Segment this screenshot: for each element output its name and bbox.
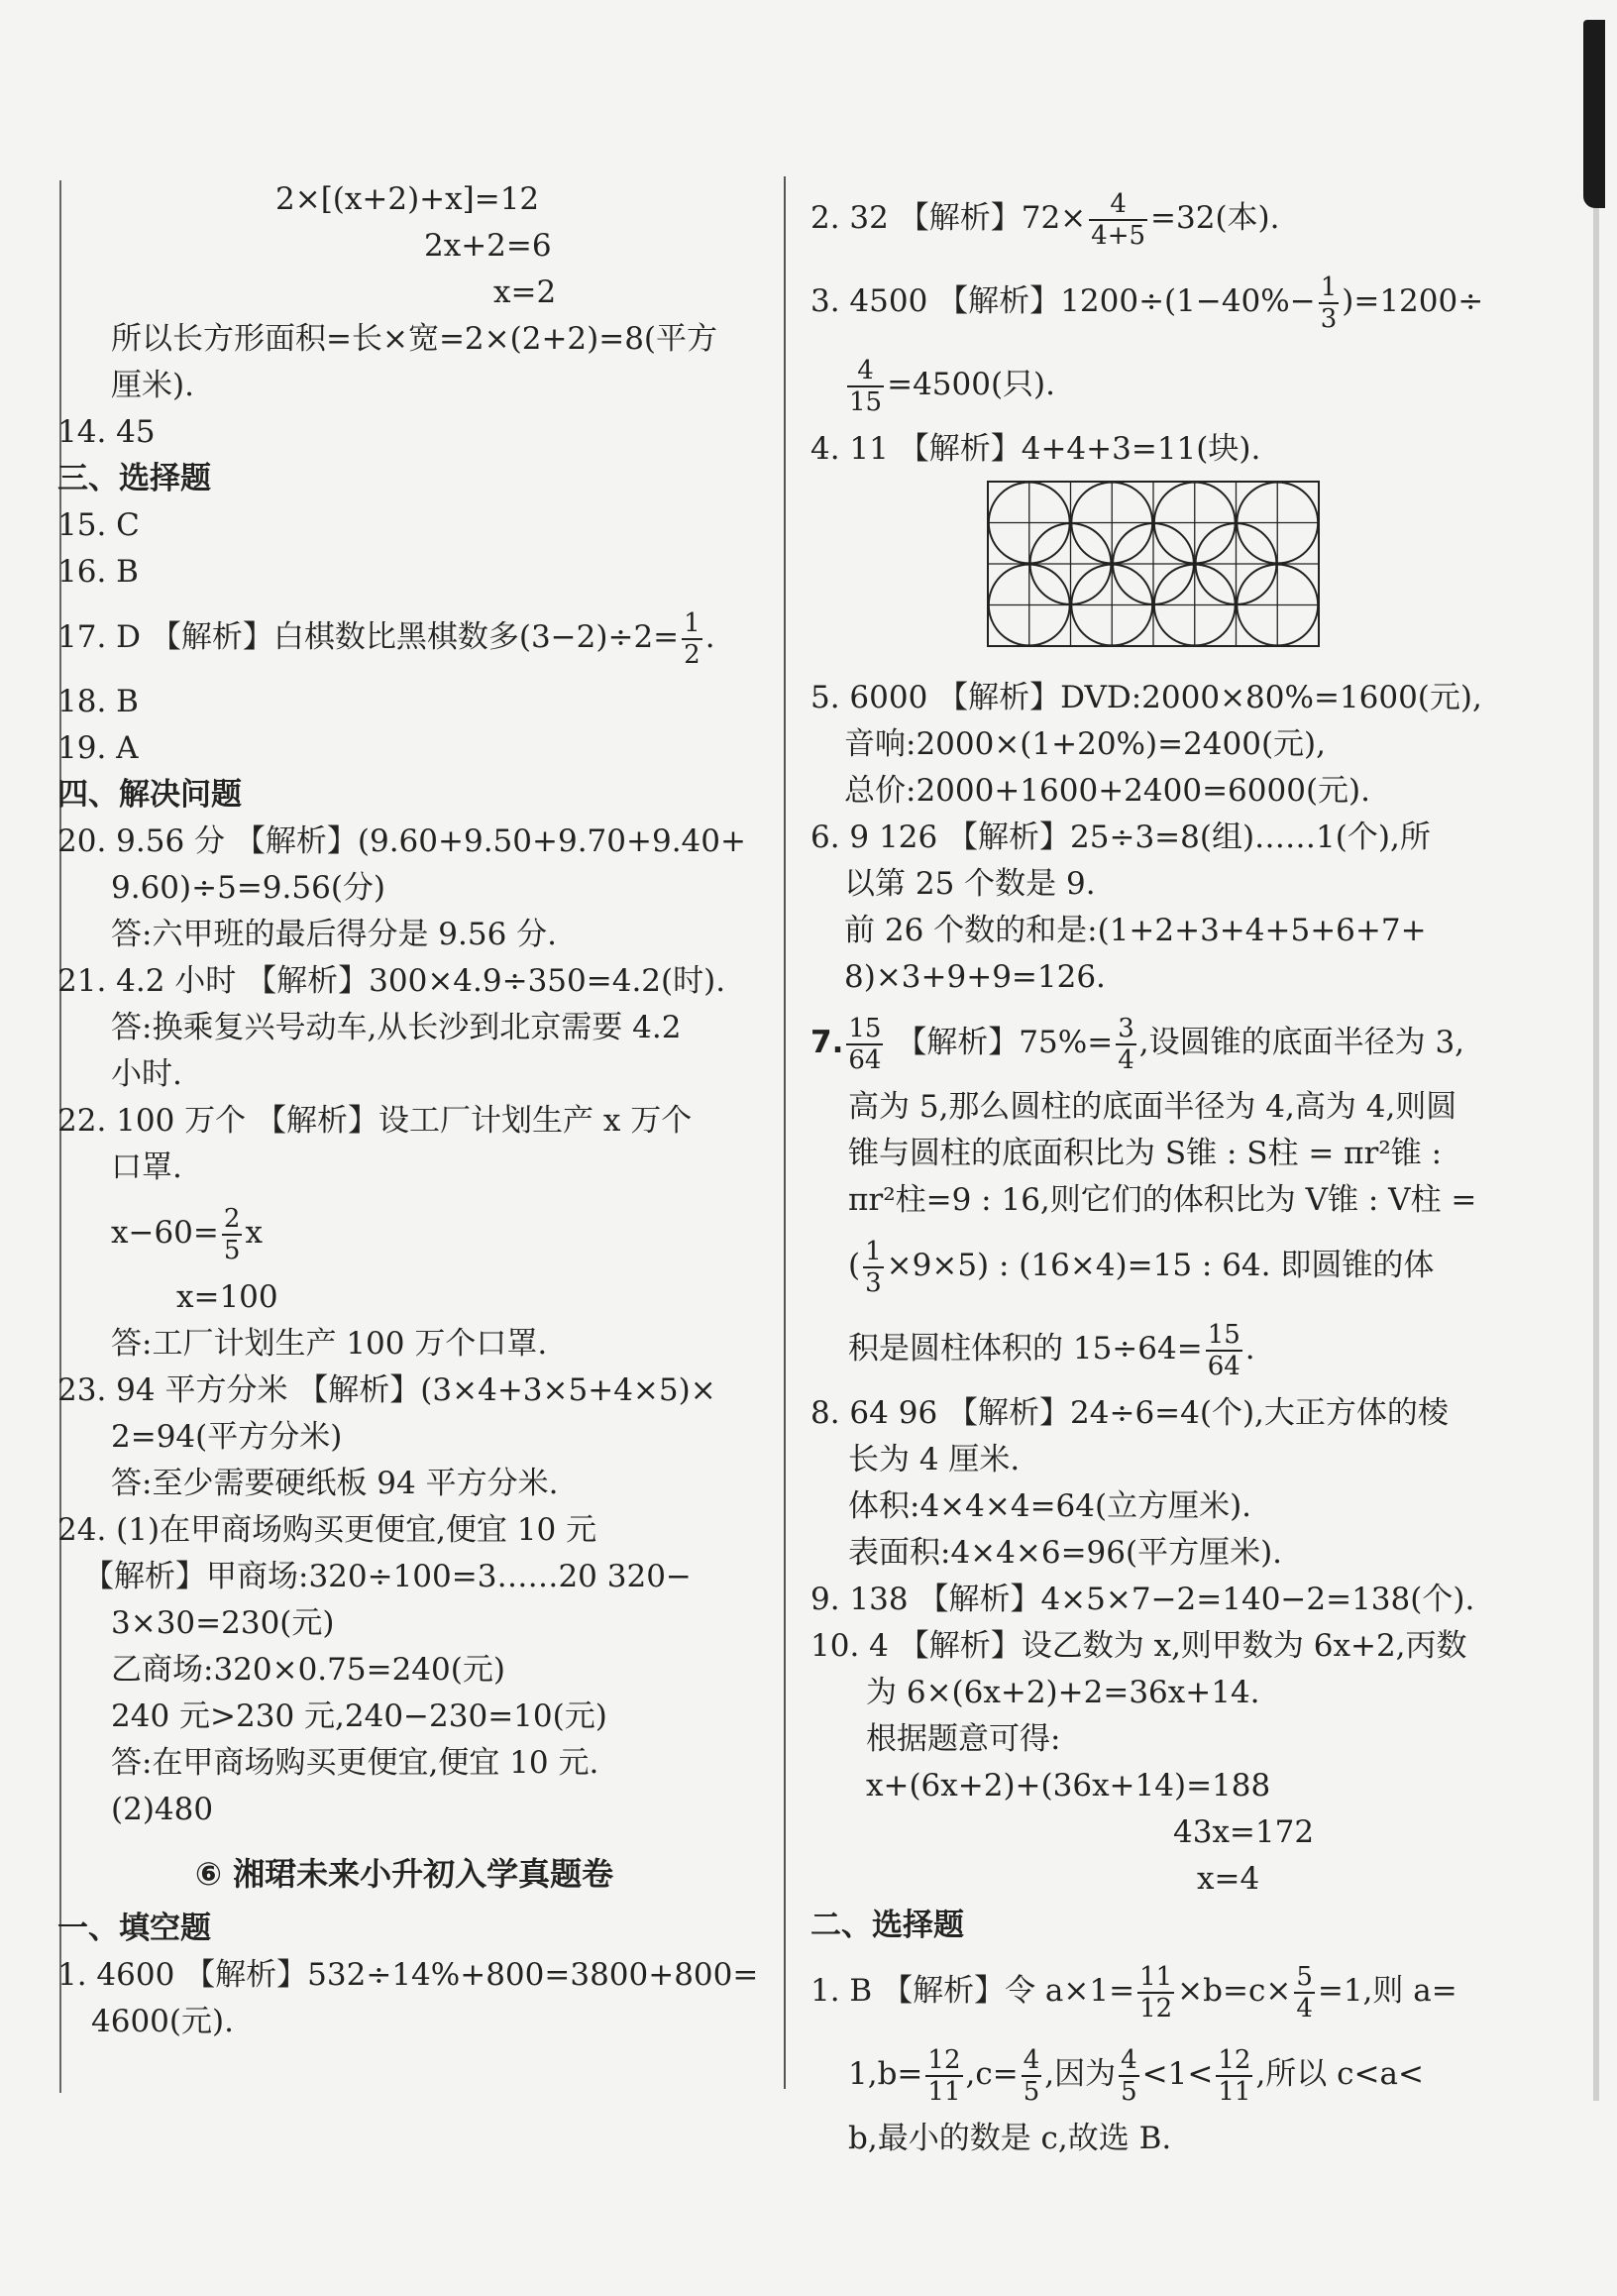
- denominator: 11: [927, 2076, 961, 2107]
- section-heading-fill: 一、填空题: [57, 1911, 211, 1946]
- equation-line: x+(6x+2)+(36x+14)=188: [866, 1768, 1271, 1804]
- question-number: 7.: [810, 1025, 844, 1060]
- text-part: 1,b=: [848, 2056, 923, 2092]
- numerator: 5: [1296, 1961, 1313, 1992]
- numerator: 3: [1118, 1013, 1134, 1043]
- numerator: 1: [684, 607, 701, 638]
- text-line: πr²柱=9 : 16,则它们的体积比为 V锥 : V柱 =: [848, 1182, 1477, 1218]
- equation-line: 2x+2=6: [424, 228, 552, 264]
- text-line: [810, 343, 1524, 426]
- text-line: 表面积:4×4×6=96(平方厘米).: [848, 1535, 1283, 1571]
- section-heading-choice-2: 二、选择题: [810, 1908, 964, 1943]
- fraction: [1294, 1962, 1315, 2023]
- text-line: 所以长方形面积=长×宽=2×(2+2)=8(平方: [111, 321, 718, 357]
- denominator: 4+5: [1091, 220, 1146, 251]
- paren: (: [848, 1248, 861, 1283]
- equation-line: [57, 1191, 751, 1274]
- text-part: 1. B 【解析】令 a×1=: [810, 1973, 1135, 2009]
- text-part: <1<: [1141, 2056, 1214, 2092]
- equation-line: x=4: [1197, 1861, 1260, 1897]
- text-line: 厘米).: [111, 368, 194, 403]
- text-line: 根据题意可得:: [866, 1721, 1061, 1757]
- text-part: =32(本).: [1150, 200, 1280, 236]
- text-part: ,c=: [965, 2056, 1019, 2092]
- answer-22: 22. 100 万个 【解析】设工厂计划生产 x 万个: [57, 1103, 693, 1139]
- numerator: 4: [1089, 189, 1147, 221]
- fraction: [925, 2045, 962, 2107]
- text-part: )=1200÷: [1342, 283, 1484, 319]
- text-line: 以第 25 个数是 9.: [844, 866, 1096, 902]
- numerator: 15: [848, 1013, 882, 1043]
- text-part: ×9×5) : (16×4)=15 : 64. 即圆锥的体: [886, 1248, 1435, 1283]
- text-line: 前 26 个数的和是:(1+2+3+4+5+6+7+: [844, 913, 1427, 948]
- fraction: [682, 608, 702, 670]
- numerator: 4: [1023, 2044, 1040, 2075]
- text-line: 答:在甲商场购买更便宜,便宜 10 元.: [111, 1745, 599, 1781]
- equation-part: x−60=: [111, 1215, 219, 1251]
- denominator: 2: [684, 639, 701, 670]
- text-part: 2. 32 【解析】72×: [810, 200, 1087, 236]
- answer-21: 21. 4.2 小时 【解析】300×4.9÷350=4.2(时).: [57, 963, 726, 999]
- text-line: 8)×3+9+9=126.: [844, 959, 1106, 995]
- text-line: 音响:2000×(1+20%)=2400(元),: [844, 726, 1327, 762]
- answer-r10: 10. 4 【解析】设乙数为 x,则甲数为 6x+2,丙数: [810, 1628, 1467, 1664]
- fraction: [1119, 2045, 1139, 2107]
- denominator: 12: [1139, 1993, 1173, 2023]
- period: .: [1244, 1331, 1255, 1367]
- section-heading-choice: 三、选择题: [57, 461, 211, 496]
- numerator: 4: [1121, 2044, 1137, 2075]
- answer-r6: 6. 9 126 【解析】25÷3=8(组)……1(个),所: [810, 820, 1431, 855]
- numerator: 15: [1207, 1319, 1240, 1350]
- text-line: 【解析】甲商场:320÷100=3……20 320−: [83, 1559, 692, 1594]
- fraction: [1089, 189, 1147, 251]
- answer-14: 14. 45: [57, 414, 156, 450]
- answer-17-text: 17. D 【解析】白棋数比黑棋数多(3−2)÷2=: [57, 619, 680, 655]
- variable: x: [245, 1215, 263, 1251]
- text-line: 9.60)÷5=9.56(分): [111, 870, 386, 906]
- text-part: ,所以 c<a<: [1255, 2056, 1424, 2092]
- text-part: 3. 4500 【解析】1200÷(1−40%−: [810, 283, 1316, 319]
- text-line: 高为 5,那么圆柱的底面半径为 4,高为 4,则圆: [848, 1089, 1457, 1125]
- numerator: 2: [223, 1203, 241, 1234]
- fraction: [847, 356, 884, 417]
- answer-24: 24. (1)在甲商场购买更便宜,便宜 10 元: [57, 1512, 597, 1548]
- numerator: 1: [1320, 272, 1338, 302]
- text-part: ,设圆锥的底面半径为 3,: [1138, 1025, 1465, 1060]
- text-line: [810, 1224, 1524, 1307]
- text-line: 体积:4×4×4=64(立方厘米).: [848, 1488, 1252, 1524]
- answer-15: 15. C: [57, 507, 140, 543]
- text-line: 锥与圆柱的底面积比为 S锥 : S柱 = πr²锥 :: [848, 1136, 1443, 1171]
- text-part: =4500(只).: [887, 367, 1056, 402]
- fraction: [846, 1014, 883, 1075]
- answer-r4: 4. 11 【解析】4+4+3=11(块).: [810, 431, 1261, 467]
- circle-grid-svg: [987, 481, 1320, 647]
- answer-18: 18. B: [57, 684, 139, 719]
- answer-17: [57, 596, 751, 679]
- exam-title: ⑥ 湘珺未来小升初入学真题卷: [194, 1855, 614, 1893]
- page-edge-line: [1593, 208, 1599, 2101]
- answer-p1: 1. 4600 【解析】532÷14%+800=3800+800=: [57, 1957, 759, 1993]
- numerator: 1: [865, 1236, 882, 1266]
- denominator: 64: [1207, 1351, 1240, 1381]
- equation-line: x=2: [493, 274, 557, 310]
- text-line: 答:换乘复兴号动车,从长沙到北京需要 4.2: [111, 1010, 682, 1045]
- right-column: [810, 176, 1524, 2162]
- text-line: 小时.: [111, 1056, 182, 1092]
- fraction: [1116, 1014, 1136, 1075]
- denominator: 3: [865, 1267, 882, 1298]
- answer-s1: [810, 1949, 1524, 2032]
- text-line: 240 元>230 元,240−230=10(元): [111, 1698, 607, 1734]
- period: .: [704, 619, 715, 655]
- text-line: 长为 4 厘米.: [848, 1442, 1021, 1477]
- text-line: 答:至少需要硬纸板 94 平方分米.: [111, 1466, 559, 1501]
- text-line: 3×30=230(元): [111, 1605, 335, 1641]
- text-line: b,最小的数是 c,故选 B.: [848, 2121, 1172, 2156]
- text-line: 乙商场:320×0.75=240(元): [111, 1652, 505, 1688]
- answer-20: 20. 9.56 分 【解析】(9.60+9.50+9.70+9.40+: [57, 823, 746, 859]
- text-line: [810, 1307, 1524, 1390]
- equation-line: 43x=172: [1173, 1814, 1315, 1850]
- equation-line: 2×[(x+2)+x]=12: [275, 181, 540, 217]
- fraction: [1022, 2045, 1042, 2107]
- text-part: 积是圆柱体积的 15÷64=: [848, 1331, 1203, 1367]
- text-line: 答:工厂计划生产 100 万个口罩.: [111, 1326, 548, 1362]
- equation-line: x=100: [176, 1279, 278, 1315]
- answer-16: 16. B: [57, 554, 139, 590]
- text-part: =1,则 a=: [1317, 1973, 1457, 2009]
- column-divider: [784, 176, 786, 2089]
- denominator: 3: [1320, 303, 1338, 334]
- denominator: 5: [1023, 2076, 1040, 2107]
- text-part: 【解析】75%=: [896, 1025, 1114, 1060]
- answer-r9: 9. 138 【解析】4×5×7−2=140−2=138(个).: [810, 1582, 1475, 1617]
- fraction: [863, 1237, 884, 1298]
- fraction: [222, 1204, 243, 1265]
- denominator: 4: [1296, 1993, 1313, 2023]
- text-line: (2)480: [111, 1792, 214, 1827]
- text-part: ,因为: [1044, 2056, 1117, 2092]
- text-line: 口罩.: [111, 1149, 182, 1185]
- text-line: 2=94(平方分米): [111, 1419, 343, 1455]
- answer-r7: [810, 1001, 1524, 1084]
- answer-r3: [810, 260, 1524, 343]
- denominator: 5: [1121, 2076, 1137, 2107]
- text-line: 总价:2000+1600+2400=6000(元).: [844, 773, 1370, 809]
- fraction: [1216, 2045, 1252, 2107]
- numerator: 12: [1218, 2044, 1251, 2075]
- text-line: 为 6×(6x+2)+2=36x+14.: [866, 1675, 1260, 1710]
- fraction: [1319, 273, 1340, 334]
- text-line: 答:六甲班的最后得分是 9.56 分.: [111, 917, 558, 952]
- answer-19: 19. A: [57, 730, 139, 766]
- answer-r2: [810, 176, 1524, 260]
- numerator: 11: [1139, 1961, 1173, 1992]
- denominator: 5: [223, 1235, 241, 1265]
- numerator: 4: [847, 356, 884, 387]
- section-heading-solve: 四、解决问题: [57, 777, 242, 813]
- denominator: 64: [848, 1044, 882, 1075]
- denominator: 15: [849, 386, 883, 417]
- text-part: ×b=c×: [1177, 1973, 1292, 2009]
- text-line: [810, 2032, 1524, 2116]
- circle-grid-figure: [987, 481, 1524, 661]
- numerator: 12: [927, 2044, 961, 2075]
- fraction: [1137, 1962, 1174, 2023]
- left-column: [57, 176, 759, 2045]
- answer-23: 23. 94 平方分米 【解析】(3×4+3×5+4×5)×: [57, 1372, 716, 1408]
- text-line: 4600(元).: [91, 2004, 234, 2039]
- denominator: 11: [1218, 2076, 1251, 2107]
- answer-r8: 8. 64 96 【解析】24÷6=4(个),大正方体的棱: [810, 1395, 1449, 1431]
- answer-r5: 5. 6000 【解析】DVD:2000×80%=1600(元),: [810, 680, 1482, 715]
- page-edge-shadow: [1583, 20, 1605, 208]
- fraction: [1206, 1320, 1242, 1381]
- denominator: 4: [1118, 1044, 1134, 1075]
